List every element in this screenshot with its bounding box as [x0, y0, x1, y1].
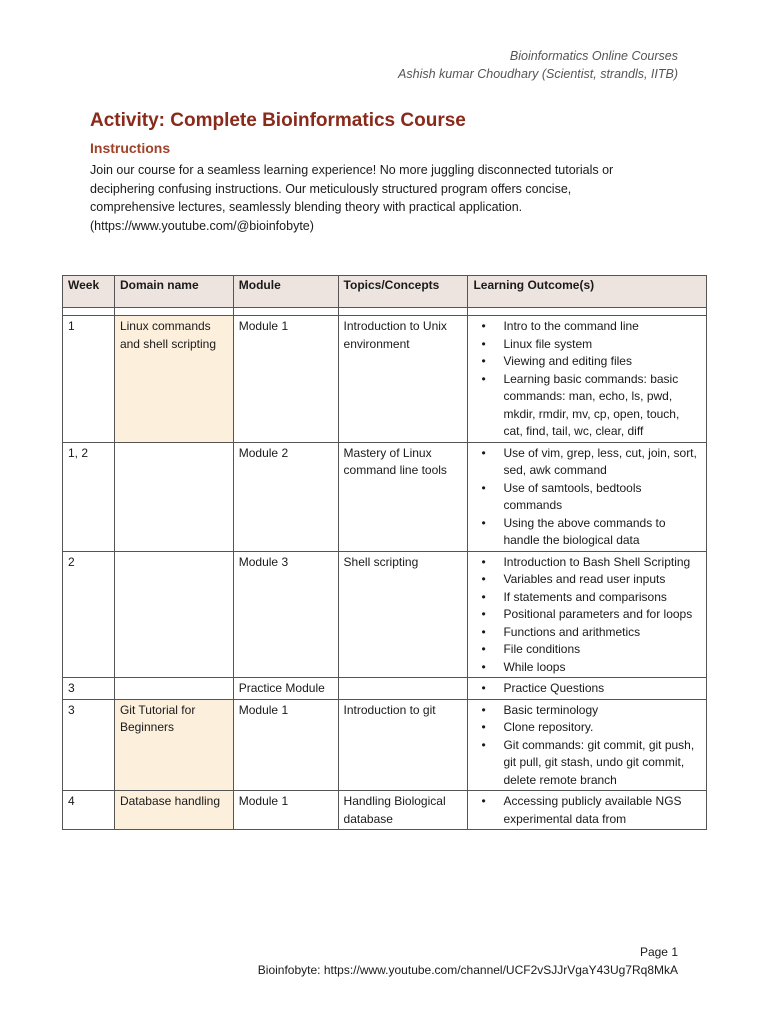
domain-cell: Linux commands and shell scripting: [114, 316, 233, 443]
header-course-name: Bioinformatics Online Courses: [509, 49, 678, 63]
topic-cell: Introduction to Unix environment: [338, 316, 468, 443]
outcome-list: [473, 793, 701, 828]
spacer-cell: [114, 308, 233, 316]
week-cell: 1, 2: [63, 442, 115, 551]
module-cell: Module 1: [233, 699, 338, 791]
spacer-cell: [63, 308, 115, 316]
footer-channel-link[interactable]: Bioinfobyte: https://www.youtube.com/channel/UCF2vSJJrVgaY43Ug7Rq8MkA: [257, 963, 678, 977]
outcome-item: • Clone repository.: [503, 719, 701, 737]
table-row: [63, 316, 707, 443]
outcome-item: • Introduction to Bash Shell Scripting: [503, 554, 701, 572]
table-row: [63, 442, 707, 551]
outcome-cell: [468, 551, 707, 678]
outcome-item: • Functions and arithmetics: [503, 624, 701, 642]
intro-paragraph: [90, 161, 650, 235]
outcome-item: • Linux file system: [503, 336, 701, 354]
outcome-list: [473, 554, 701, 677]
section-heading-instructions: Instructions: [90, 140, 171, 156]
outcome-cell: [468, 316, 707, 443]
header-topics: Topics/Concepts: [338, 276, 468, 308]
outcome-list: [473, 445, 701, 550]
table-row: [63, 678, 707, 700]
table-spacer-row: [63, 308, 707, 316]
domain-cell: [114, 678, 233, 700]
outcome-cell: [468, 699, 707, 791]
module-cell: Module 2: [233, 442, 338, 551]
header-week: Week: [63, 276, 115, 308]
outcome-item: • Using the above commands to handle the biological data: [503, 515, 701, 550]
table-row: [63, 551, 707, 678]
topic-cell: Mastery of Linux command line tools: [338, 442, 468, 551]
outcome-item: • Positional parameters and for loops: [503, 606, 701, 624]
module-cell: Module 1: [233, 316, 338, 443]
week-cell: 3: [63, 699, 115, 791]
week-cell: 3: [63, 678, 115, 700]
header-author: Ashish kumar Choudhary (Scientist, strandls, IITB): [398, 67, 678, 81]
topic-cell: Shell scripting: [338, 551, 468, 678]
outcome-item: • Viewing and editing files: [503, 353, 701, 371]
domain-cell: Database handling: [114, 791, 233, 830]
outcome-cell: [468, 791, 707, 830]
table-header-row: [63, 276, 707, 308]
header-learning-outcomes: Learning Outcome(s): [468, 276, 707, 308]
outcome-cell: [468, 442, 707, 551]
week-cell: 2: [63, 551, 115, 678]
outcome-item: • Git commands: git commit, git push, git pull, git stash, undo git commit, delete remote branch: [503, 737, 701, 790]
domain-cell: [114, 442, 233, 551]
outcome-item: • File conditions: [503, 641, 701, 659]
course-schedule-table: [62, 275, 707, 830]
spacer-cell: [233, 308, 338, 316]
page-title: Activity: Complete Bioinformatics Course: [90, 110, 466, 131]
outcome-list: [473, 702, 701, 790]
spacer-cell: [468, 308, 707, 316]
outcome-item: • Learning basic commands: basic commands: man, echo, ls, pwd, mkdir, rmdir, mv, cp, open, touch, cat, find, tail, wc, clear, diff: [503, 371, 701, 441]
outcome-item: • Accessing publicly available NGS experimental data from: [503, 793, 701, 828]
outcome-item: • Basic terminology: [503, 702, 701, 720]
topic-cell: Introduction to git: [338, 699, 468, 791]
outcome-item: • Use of samtools, bedtools commands: [503, 480, 701, 515]
module-cell: Practice Module: [233, 678, 338, 700]
table-row: [63, 791, 707, 830]
header-domain-name: Domain name: [114, 276, 233, 308]
domain-cell: Git Tutorial for Beginners: [114, 699, 233, 791]
outcome-item: • If statements and comparisons: [503, 589, 701, 607]
header-module: Module: [233, 276, 338, 308]
outcome-list: [473, 680, 701, 698]
module-cell: Module 3: [233, 551, 338, 678]
outcome-list: [473, 318, 701, 441]
outcome-item: • Practice Questions: [503, 680, 701, 698]
document-header: [398, 47, 678, 83]
module-cell: Module 1: [233, 791, 338, 830]
spacer-cell: [338, 308, 468, 316]
outcome-cell: [468, 678, 707, 700]
domain-cell: [114, 551, 233, 678]
topic-cell: Handling Biological database: [338, 791, 468, 830]
page-number: Page 1: [639, 945, 678, 959]
topic-cell: [338, 678, 468, 700]
document-footer: [258, 943, 678, 979]
outcome-item: • Intro to the command line: [503, 318, 701, 336]
table-row: [63, 699, 707, 791]
week-cell: 4: [63, 791, 115, 830]
outcome-item: • While loops: [503, 659, 701, 677]
intro-text: Join our course for a seamless learning experience! No more juggling disconnected tutorials or deciphering confusing instructions. Our meticulously structured program offers concise, comprehensive lectures, seamlessly blending theory with practical application. (https://www.youtube.com/@bioinfobyte): [90, 163, 614, 233]
outcome-item: • Variables and read user inputs: [503, 571, 701, 589]
week-cell: 1: [63, 316, 115, 443]
outcome-item: • Use of vim, grep, less, cut, join, sort, sed, awk command: [503, 445, 701, 480]
